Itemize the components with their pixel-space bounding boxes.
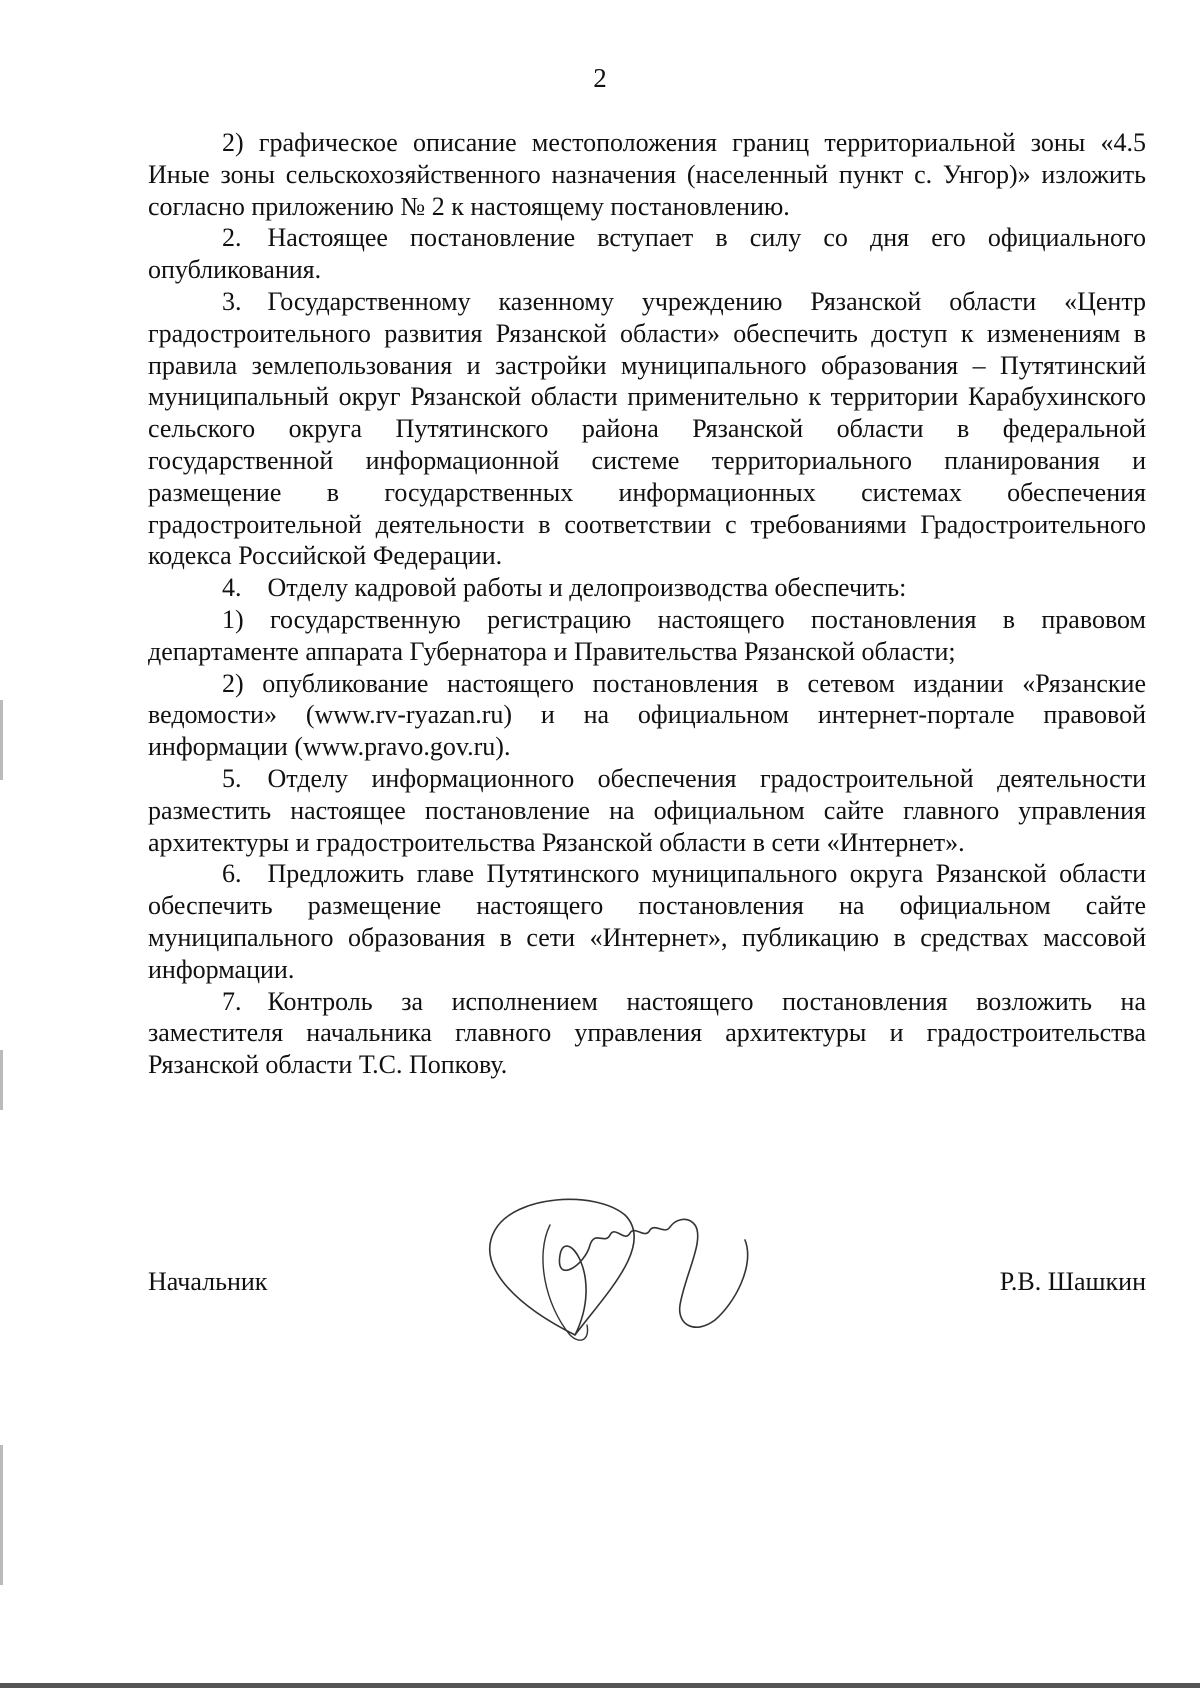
scan-bottom-edge bbox=[0, 1683, 1200, 1688]
paragraph-clause-2: 2. Настоящее постановление вступает в силу со дня его официального опубликования. bbox=[148, 223, 1146, 285]
scan-artifact-left-mark bbox=[0, 1445, 3, 1585]
document-body bbox=[148, 127, 1146, 1081]
paragraph-clause-6: 6. Предложить главе Путятинского муниципального округа Рязанской области обеспечить размещение настоящего постановления на официальном сайте муниципального образования в сети «Интернет», публикацию в средствах массовой информации. bbox=[148, 859, 1146, 984]
signer-title: Начальник bbox=[148, 1267, 268, 1296]
paragraph-clause-4-item-2: 2) опубликование настоящего постановления в сетевом издании «Рязанские ведомости» (www.rv-ryazan.ru) и на официальном интернет-портале правовой информации (www.pravo.gov.ru). bbox=[148, 668, 1146, 762]
page-number: 2 bbox=[593, 63, 607, 93]
scan-artifact-left-mark bbox=[0, 700, 3, 780]
signer-name: Р.В. Шашкин bbox=[999, 1267, 1146, 1296]
paragraph-clause-4-item-1: 1) государственную регистрацию настоящего постановления в правовом департаменте аппарата Губернатора и Правительства Рязанской области; bbox=[148, 604, 1146, 666]
paragraph-clause-7: 7. Контроль за исполнением настоящего постановления возложить на заместителя начальника главного управления архитектуры и градостроительства Рязанской области Т.С. Попкову. bbox=[148, 986, 1146, 1080]
paragraph-clause-3: 3. Государственному казенному учреждению Рязанской области «Центр градостроительного развития Рязанской области» обеспечить доступ к изменениям в правила землепользования и застройки муниципального образования – Путятинский муниципальный округ Рязанской области применительно к территории Карабухинского сельского округа Путятинского района Рязанской области в федеральной государственной информационной системе территориального планирования и размещение в государственных информационных системах обеспечения градостроительной деятельности в соответствии с требованиями Градостроительного кодекса Российской Федерации. bbox=[148, 286, 1146, 571]
paragraph-clause-4: 4. Отделу кадровой работы и делопроизводства обеспечить: bbox=[222, 573, 907, 603]
paragraph-item-2-graphic-description: 2) графическое описание местоположения границ территориальной зоны «4.5 Иные зоны сельскохозяйственного назначения (населенный пункт с. Унгор)» изложить согласно приложению № 2 к настоящему постановлению. bbox=[148, 128, 1146, 221]
handwritten-signature bbox=[455, 1185, 775, 1355]
paragraph-clause-5: 5. Отделу информационного обеспечения градостроительной деятельности разместить настоящее постановление на официальном сайте главного управления архитектуры и градостроительства Рязанской области в сети «Интернет». bbox=[148, 763, 1146, 857]
scan-artifact-left-mark bbox=[0, 1050, 3, 1110]
